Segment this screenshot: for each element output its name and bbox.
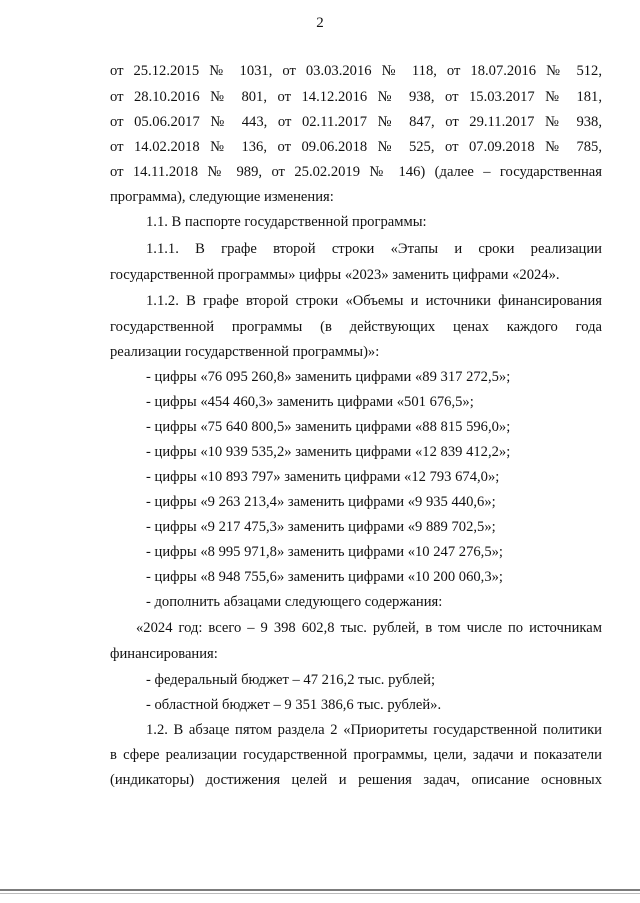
text-line: от 14.02.2018 № 136, от 09.06.2018 № 525, от 07.09.2018 № 785,: [110, 139, 602, 155]
list-item: - цифры «10 893 797» заменить цифрами «12 793 674,0»;: [146, 469, 500, 485]
list-item: - федеральный бюджет – 47 216,2 тыс. рублей;: [146, 672, 435, 688]
list-item: - цифры «8 948 755,6» заменить цифрами «10 200 060,3»;: [146, 569, 503, 585]
paragraph-start: 1.1. В паспорте государственной программы:: [146, 214, 427, 230]
list-item: - областной бюджет – 9 351 386,6 тыс. рублей».: [146, 697, 442, 713]
page-bottom-edge: [0, 889, 640, 891]
text-line: финансирования:: [110, 646, 218, 662]
list-item: - цифры «10 939 535,2» заменить цифрами «12 839 412,2»;: [146, 444, 511, 460]
paragraph-start: 1.1.2. В графе второй строки «Объемы и источники финансирования: [146, 293, 602, 309]
page-number: 2: [316, 15, 324, 31]
list-item: - цифры «75 640 800,5» заменить цифрами «88 815 596,0»;: [146, 419, 511, 435]
paragraph-start: 1.2. В абзаце пятом раздела 2 «Приоритеты государственной политики: [146, 722, 602, 738]
text-line: от 05.06.2017 № 443, от 02.11.2017 № 847, от 29.11.2017 № 938,: [110, 114, 602, 130]
list-item: - цифры «9 217 475,3» заменить цифрами «9 889 702,5»;: [146, 519, 496, 535]
text-line: программа), следующие изменения:: [110, 189, 334, 205]
paragraph-start: 1.1.1. В графе второй строки «Этапы и сроки реализации: [146, 241, 602, 257]
list-item: - дополнить абзацами следующего содержания:: [146, 594, 443, 610]
text-line: (индикаторы) достижения целей и решения задач, описание основных: [110, 772, 602, 788]
list-item: - цифры «76 095 260,8» заменить цифрами «89 317 272,5»;: [146, 369, 511, 385]
text-line: государственной программы» цифры «2023» заменить цифрами «2024».: [110, 267, 560, 283]
text-line: от 25.12.2015 № 1031, от 03.03.2016 № 118, от 18.07.2016 № 512,: [110, 63, 602, 79]
list-item: - цифры «9 263 213,4» заменить цифрами «9 935 440,6»;: [146, 494, 496, 510]
page-bottom-edge-shadow: [0, 893, 640, 894]
text-line: от 28.10.2016 № 801, от 14.12.2016 № 938, от 15.03.2017 № 181,: [110, 89, 602, 105]
list-item: - цифры «454 460,3» заменить цифрами «501 676,5»;: [146, 394, 474, 410]
list-item: - цифры «8 995 971,8» заменить цифрами «10 247 276,5»;: [146, 544, 503, 560]
text-line: государственной программы (в действующих ценах каждого года: [110, 319, 602, 335]
text-line: реализации государственной программы)»:: [110, 344, 380, 360]
paragraph-start: «2024 год: всего – 9 398 602,8 тыс. рублей, в том числе по источникам: [136, 620, 602, 636]
text-line: от 14.11.2018 № 989, от 25.02.2019 № 146) (далее – государственная: [110, 164, 602, 180]
text-line: в сфере реализации государственной программы, цели, задачи и показатели: [110, 747, 602, 763]
